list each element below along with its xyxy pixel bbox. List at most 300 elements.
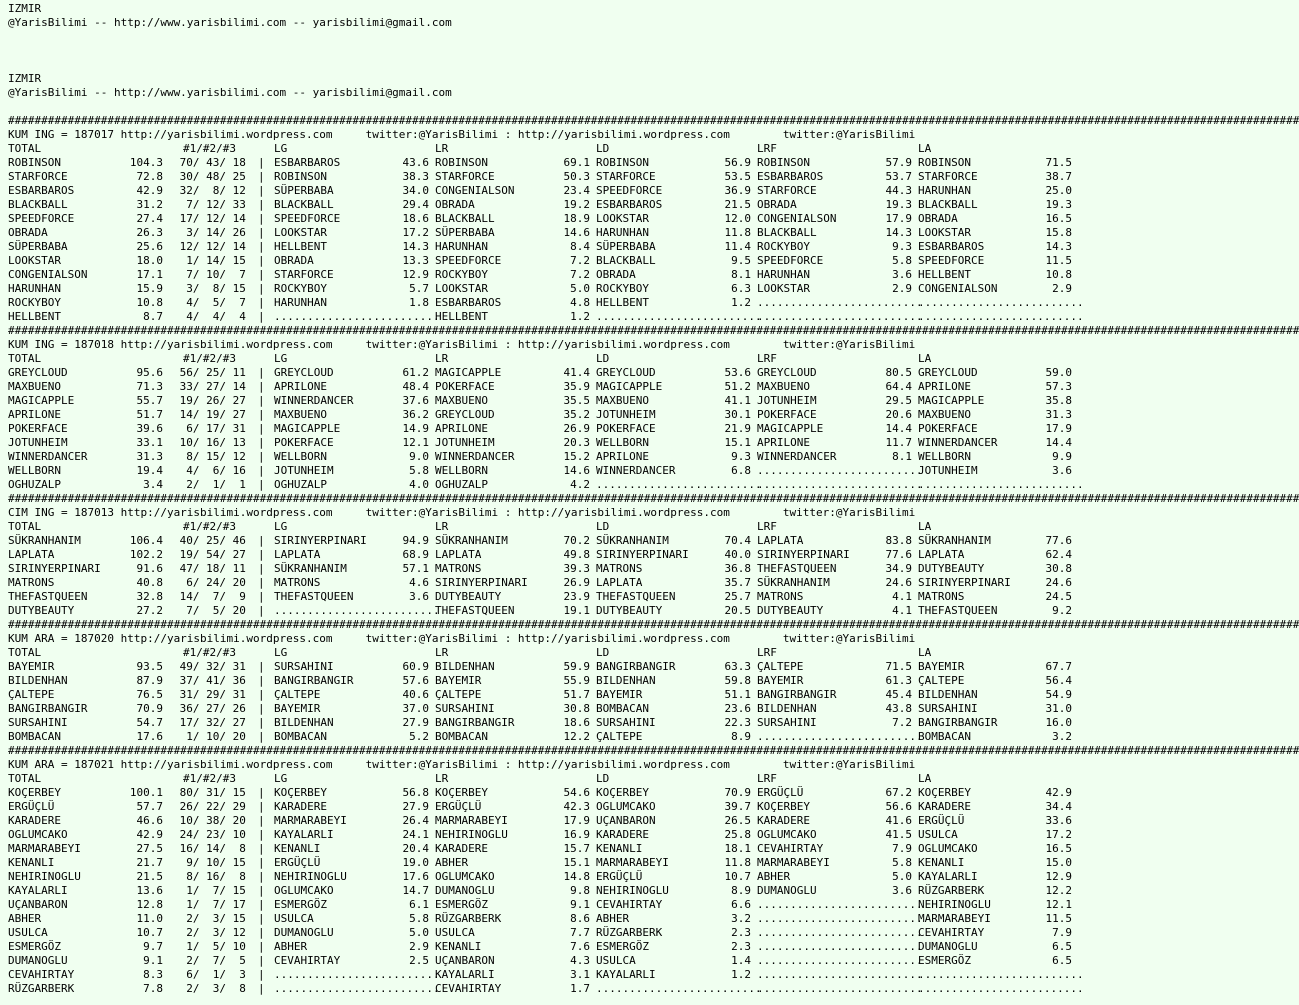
rating-value: 18.6 xyxy=(402,212,429,225)
rating-value: 27.9 xyxy=(402,716,429,729)
placement-counts: 1/ 7/ 17 xyxy=(173,898,246,911)
rating-value: 2.3 xyxy=(731,940,751,953)
rating-name: OGLUMCAKO xyxy=(918,842,978,855)
horse-name: ROCKYBOY xyxy=(8,296,61,309)
placement-counts: 10/ 16/ 13 xyxy=(173,436,246,449)
pipe-divider: | xyxy=(258,380,265,393)
rating-value: 61.3 xyxy=(885,674,912,687)
rating-value: 38.7 xyxy=(1045,170,1072,183)
rating-name: ......................... xyxy=(918,982,1084,995)
rating-name: LOOKSTAR xyxy=(435,282,488,295)
rating-value: 4.1 xyxy=(892,590,912,603)
rating-value: 57.6 xyxy=(402,674,429,687)
rating-value: 51.2 xyxy=(724,380,751,393)
rating-value: 8.6 xyxy=(570,912,590,925)
total-value: 19.4 xyxy=(136,464,163,477)
rating-name: BANGIRBANGIR xyxy=(596,660,676,673)
race-tables xyxy=(8,114,1299,996)
total-value: 31.2 xyxy=(136,198,163,211)
rating-value: 69.1 xyxy=(563,156,590,169)
table-row xyxy=(8,212,1080,226)
rating-name: DUTYBEAUTY xyxy=(596,604,663,617)
table-row xyxy=(8,450,1080,464)
total-value: 39.6 xyxy=(136,422,163,435)
rating-name: ÇALTEPE xyxy=(435,688,482,701)
rating-name: KENANLI xyxy=(435,940,482,953)
horse-name: ESBARBAROS xyxy=(8,184,75,197)
rating-name: ESBARBAROS xyxy=(757,170,824,183)
pipe-divider: | xyxy=(258,464,265,477)
pipe-divider: | xyxy=(258,254,265,267)
column-header: LR xyxy=(435,772,449,785)
pipe-divider: | xyxy=(258,702,265,715)
pipe-divider: | xyxy=(258,982,265,995)
rating-value: 7.2 xyxy=(892,716,912,729)
rating-name: MAGICAPPLE xyxy=(435,366,502,379)
rating-value: 4.0 xyxy=(409,478,429,491)
placement-counts: 4/ 6/ 16 xyxy=(173,464,246,477)
placement-counts: 16/ 14/ 8 xyxy=(173,842,246,855)
rating-name: ......................... xyxy=(918,296,1084,309)
placement-counts: 40/ 25/ 46 xyxy=(173,534,246,547)
total-value: 42.9 xyxy=(136,184,163,197)
placement-counts: 4/ 5/ 7 xyxy=(173,296,246,309)
rating-name: ESBARBAROS xyxy=(918,240,985,253)
rating-value: 57.9 xyxy=(885,156,912,169)
rating-value: 25.8 xyxy=(724,828,751,841)
rating-value: 34.4 xyxy=(1045,800,1072,813)
rating-value: 14.7 xyxy=(402,884,429,897)
pipe-divider: | xyxy=(258,912,265,925)
rating-name: CEVAHIRTAY xyxy=(918,926,985,939)
horse-name: JOTUNHEIM xyxy=(8,436,68,449)
rating-value: 5.0 xyxy=(409,926,429,939)
rating-name: ESMERGÖZ xyxy=(435,898,488,911)
rating-name: KAYALARLI xyxy=(596,968,656,981)
rating-value: 7.2 xyxy=(570,268,590,281)
table-row xyxy=(8,660,1080,674)
placement-counts: 56/ 25/ 11 xyxy=(173,366,246,379)
horse-name: BLACKBALL xyxy=(8,198,68,211)
rating-name: MARMARABEYI xyxy=(596,856,669,869)
rating-name: ABHER xyxy=(435,856,469,869)
column-header-row xyxy=(8,142,1080,156)
pipe-divider: | xyxy=(258,576,265,589)
rating-name: ......................... xyxy=(757,926,923,939)
total-value: 70.9 xyxy=(136,702,163,715)
rating-value: 35.8 xyxy=(1045,394,1072,407)
horse-name: MAXBUENO xyxy=(8,380,61,393)
rating-name: CEVAHIRTAY xyxy=(274,954,341,967)
rating-name: JOTUNHEIM xyxy=(596,408,656,421)
rating-value: 20.4 xyxy=(402,842,429,855)
rating-name: ......................... xyxy=(274,604,440,617)
column-header: #1/#2/#3 xyxy=(183,520,236,533)
rating-value: 24.5 xyxy=(1045,590,1072,603)
rating-name: ABHER xyxy=(596,912,630,925)
horse-name: KARADERE xyxy=(8,814,61,827)
horse-name: LOOKSTAR xyxy=(8,254,61,267)
horse-name: CEVAHIRTAY xyxy=(8,968,75,981)
rating-name: ......................... xyxy=(596,982,762,995)
total-value: 15.9 xyxy=(136,282,163,295)
rating-name: OGHUZALP xyxy=(435,478,488,491)
rating-value: 9.3 xyxy=(892,240,912,253)
rating-value: 9.9 xyxy=(1052,450,1072,463)
rating-value: 20.6 xyxy=(885,408,912,421)
pipe-divider: | xyxy=(258,730,265,743)
rating-name: KARADERE xyxy=(274,800,327,813)
rating-name: POKERFACE xyxy=(596,422,656,435)
total-value: 8.7 xyxy=(143,310,163,323)
rating-name: ERGÜÇLÜ xyxy=(274,856,321,869)
pipe-divider: | xyxy=(258,968,265,981)
placement-counts: 7/ 5/ 20 xyxy=(173,604,246,617)
pipe-divider: | xyxy=(258,534,265,547)
rating-name: BOMBACAN xyxy=(596,702,649,715)
rating-name: SURSAHINI xyxy=(435,702,495,715)
pipe-divider: | xyxy=(258,212,265,225)
rating-name: SIRINYERPINARI xyxy=(596,548,689,561)
horse-name: OGHUZALP xyxy=(8,478,61,491)
column-header: LRF xyxy=(757,520,777,533)
pipe-divider: | xyxy=(258,884,265,897)
column-header: LG xyxy=(274,352,288,365)
table-row xyxy=(8,408,1080,422)
rating-name: BOMBACAN xyxy=(918,730,971,743)
race-title: KUM ING = 187017 http://yarisbilimi.wordpress.com twitter:@YarisBilimi : http://yarisbilimi.wordpress.com twitter:@YarisBilimi xyxy=(8,128,916,141)
table-row xyxy=(8,674,1080,688)
rating-value: 41.5 xyxy=(885,828,912,841)
total-value: 51.7 xyxy=(136,408,163,421)
rating-name: HARUNHAN xyxy=(596,226,649,239)
rating-name: SÜKRANHANIM xyxy=(757,576,830,589)
rating-name: MAGICAPPLE xyxy=(274,422,341,435)
rating-name: ESMERGÖZ xyxy=(918,954,971,967)
rating-value: 59.9 xyxy=(563,660,590,673)
rating-value: 14.3 xyxy=(1045,240,1072,253)
rating-name: BLACKBALL xyxy=(435,212,495,225)
table-row xyxy=(8,576,1080,590)
rating-name: MAXBUENO xyxy=(757,380,810,393)
rating-value: 19.3 xyxy=(885,198,912,211)
rating-value: 15.1 xyxy=(563,856,590,869)
rating-value: 17.2 xyxy=(1045,828,1072,841)
rating-value: 42.9 xyxy=(1045,786,1072,799)
rating-name: DUTYBEAUTY xyxy=(918,562,985,575)
placement-counts: 33/ 27/ 14 xyxy=(173,380,246,393)
column-header: LR xyxy=(435,646,449,659)
rating-name: THEFASTQUEEN xyxy=(757,562,837,575)
rating-value: 70.2 xyxy=(563,534,590,547)
rating-value: 5.8 xyxy=(892,856,912,869)
rating-value: 29.5 xyxy=(885,394,912,407)
rating-value: 71.5 xyxy=(1045,156,1072,169)
placement-counts: 49/ 32/ 31 xyxy=(173,660,246,673)
horse-name: APRILONE xyxy=(8,408,61,421)
pipe-divider: | xyxy=(258,870,265,883)
rating-value: 11.5 xyxy=(1045,912,1072,925)
rating-name: DUMANOGLU xyxy=(274,926,334,939)
pipe-divider: | xyxy=(258,940,265,953)
horse-name: BANGIRBANGIR xyxy=(8,702,88,715)
total-value: 26.3 xyxy=(136,226,163,239)
placement-counts: 26/ 22/ 29 xyxy=(173,800,246,813)
rating-name: DUMANOGLU xyxy=(757,884,817,897)
rating-name: WINNERDANCER xyxy=(918,436,998,449)
rating-name: ......................... xyxy=(757,898,923,911)
rating-name: CEVAHIRTAY xyxy=(435,982,502,995)
total-value: 106.4 xyxy=(129,534,163,547)
rating-value: 14.4 xyxy=(1045,436,1072,449)
table-row xyxy=(8,156,1080,170)
rating-name: ......................... xyxy=(757,940,923,953)
table-row xyxy=(8,562,1080,576)
rating-value: 14.9 xyxy=(402,422,429,435)
rating-name: LOOKSTAR xyxy=(757,282,810,295)
rating-value: 2.3 xyxy=(731,926,751,939)
placement-counts: 14/ 19/ 27 xyxy=(173,408,246,421)
separator-line: ################################################################################################################################################################################################### xyxy=(8,324,1299,337)
rating-name: ......................... xyxy=(757,968,923,981)
rating-name: BAYEMIR xyxy=(274,702,321,715)
table-row xyxy=(8,968,1084,982)
table-row xyxy=(8,730,1080,744)
rating-name: GREYCLOUD xyxy=(274,366,334,379)
table-row xyxy=(8,604,1080,618)
table-row xyxy=(8,590,1080,604)
table-row xyxy=(8,548,1080,562)
horse-name: LAPLATA xyxy=(8,548,55,561)
rating-value: 29.4 xyxy=(402,198,429,211)
rating-value: 1.4 xyxy=(731,954,751,967)
table-row xyxy=(8,422,1080,436)
rating-value: 11.4 xyxy=(724,240,751,253)
rating-name: JOTUNHEIM xyxy=(274,464,334,477)
column-header: LG xyxy=(274,772,288,785)
rating-value: 15.8 xyxy=(1045,226,1072,239)
total-value: 55.7 xyxy=(136,394,163,407)
table-row xyxy=(8,786,1080,800)
separator-line: ################################################################################################################################################################################################### xyxy=(8,114,1299,127)
rating-name: LAPLATA xyxy=(596,576,643,589)
table-row xyxy=(8,198,1080,212)
rating-value: 43.8 xyxy=(885,702,912,715)
pipe-divider: | xyxy=(258,716,265,729)
rating-value: 70.4 xyxy=(724,534,751,547)
total-value: 25.6 xyxy=(136,240,163,253)
rating-value: 16.5 xyxy=(1045,842,1072,855)
table-row xyxy=(8,366,1080,380)
pipe-divider: | xyxy=(258,562,265,575)
rating-name: KAYALARLI xyxy=(918,870,978,883)
placement-counts: 37/ 41/ 36 xyxy=(173,674,246,687)
rating-value: 26.9 xyxy=(563,576,590,589)
rating-name: ......................... xyxy=(757,730,923,743)
placement-counts: 7/ 12/ 33 xyxy=(173,198,246,211)
rating-name: BLACKBALL xyxy=(918,198,978,211)
rating-name: HARUNHAN xyxy=(274,296,327,309)
rating-name: CEVAHIRTAY xyxy=(757,842,824,855)
total-value: 54.7 xyxy=(136,716,163,729)
pipe-divider: | xyxy=(258,660,265,673)
rating-name: WELLBORN xyxy=(596,436,649,449)
rating-name: MARMARABEYI xyxy=(918,912,991,925)
rating-value: 26.5 xyxy=(724,814,751,827)
rating-value: 5.8 xyxy=(892,254,912,267)
placement-counts: 3/ 8/ 15 xyxy=(173,282,246,295)
rating-name: BAYEMIR xyxy=(435,674,482,687)
header-contact: @YarisBilimi -- http://www.yarisbilimi.com -- yarisbilimi@gmail.com xyxy=(8,86,452,99)
placement-counts: 2/ 7/ 5 xyxy=(173,954,246,967)
table-row xyxy=(8,982,1084,996)
rating-name: BANGIRBANGIR xyxy=(918,716,998,729)
table-row xyxy=(8,702,1080,716)
rating-name: JOTUNHEIM xyxy=(757,394,817,407)
table-row xyxy=(8,954,1080,968)
rating-value: 17.9 xyxy=(563,814,590,827)
rating-value: 64.4 xyxy=(885,380,912,393)
rating-name: MATRONS xyxy=(757,590,804,603)
rating-name: MARMARABEYI xyxy=(757,856,830,869)
rating-name: SÜPERBABA xyxy=(274,184,334,197)
placement-counts: 7/ 10/ 7 xyxy=(173,268,246,281)
rating-value: 22.3 xyxy=(724,716,751,729)
total-value: 12.8 xyxy=(136,898,163,911)
rating-name: MAXBUENO xyxy=(596,394,649,407)
pipe-divider: | xyxy=(258,240,265,253)
rating-value: 11.7 xyxy=(885,436,912,449)
table-row xyxy=(8,464,1080,478)
horse-name: STARFORCE xyxy=(8,170,68,183)
rating-name: WELLBORN xyxy=(435,464,488,477)
rating-name: UÇANBARON xyxy=(596,814,656,827)
rating-name: SIRINYERPINARI xyxy=(435,576,528,589)
rating-name: WELLBORN xyxy=(274,450,327,463)
rating-name: KOÇERBEY xyxy=(435,786,488,799)
column-header-row xyxy=(8,352,1080,366)
rating-value: 3.2 xyxy=(1052,730,1072,743)
rating-name: POKERFACE xyxy=(757,408,817,421)
table-row xyxy=(8,226,1080,240)
rating-value: 5.2 xyxy=(409,730,429,743)
rating-value: 1.2 xyxy=(570,310,590,323)
rating-value: 51.1 xyxy=(724,688,751,701)
rating-name: ......................... xyxy=(757,478,923,491)
rating-name: ESMERGÖZ xyxy=(274,898,327,911)
rating-value: 53.6 xyxy=(724,366,751,379)
rating-value: 2.9 xyxy=(1052,282,1072,295)
rating-name: GREYCLOUD xyxy=(596,366,656,379)
rating-name: HELLBENT xyxy=(274,240,327,253)
rating-name: LOOKSTAR xyxy=(596,212,649,225)
pipe-divider: | xyxy=(258,674,265,687)
rating-value: 67.2 xyxy=(885,786,912,799)
rating-name: HELLBENT xyxy=(596,296,649,309)
horse-name: SÜPERBABA xyxy=(8,240,68,253)
pipe-divider: | xyxy=(258,856,265,869)
rating-value: 7.2 xyxy=(570,254,590,267)
rating-name: USULCA xyxy=(596,954,636,967)
rating-value: 12.2 xyxy=(1045,884,1072,897)
rating-name: THEFASTQUEEN xyxy=(596,590,676,603)
rating-value: 80.5 xyxy=(885,366,912,379)
rating-value: 36.2 xyxy=(402,408,429,421)
rating-value: 23.9 xyxy=(563,590,590,603)
column-header: LG xyxy=(274,646,288,659)
rating-value: 63.3 xyxy=(724,660,751,673)
total-value: 18.0 xyxy=(136,254,163,267)
rating-value: 7.7 xyxy=(570,926,590,939)
horse-name: USULCA xyxy=(8,926,48,939)
rating-value: 49.8 xyxy=(563,548,590,561)
total-value: 93.5 xyxy=(136,660,163,673)
placement-counts: 3/ 14/ 26 xyxy=(173,226,246,239)
separator-line: ################################################################################################################################################################################################### xyxy=(8,744,1299,757)
rating-value: 12.1 xyxy=(402,436,429,449)
total-value: 11.0 xyxy=(136,912,163,925)
rating-name: SÜKRANHANIM xyxy=(435,534,508,547)
rating-value: 41.6 xyxy=(885,814,912,827)
rating-value: 21.5 xyxy=(724,198,751,211)
rating-name: SÜPERBABA xyxy=(596,240,656,253)
rating-value: 70.9 xyxy=(724,786,751,799)
rating-name: SÜKRANHANIM xyxy=(596,534,669,547)
horse-name: DUTYBEAUTY xyxy=(8,604,75,617)
rating-value: 4.1 xyxy=(892,604,912,617)
rating-value: 38.3 xyxy=(402,170,429,183)
rating-name: ABHER xyxy=(274,940,308,953)
rating-value: 37.6 xyxy=(402,394,429,407)
rating-value: 30.8 xyxy=(563,702,590,715)
rating-value: 7.9 xyxy=(892,842,912,855)
column-header: LD xyxy=(596,772,610,785)
total-value: 87.9 xyxy=(136,674,163,687)
column-header: TOTAL xyxy=(8,142,42,155)
pipe-divider: | xyxy=(258,408,265,421)
rating-name: RÜZGARBERK xyxy=(918,884,985,897)
rating-name: NEHIRINOGLU xyxy=(274,870,347,883)
table-row xyxy=(8,898,1080,912)
rating-value: 5.0 xyxy=(892,870,912,883)
rating-name: KOÇERBEY xyxy=(274,786,327,799)
placement-counts: 14/ 7/ 9 xyxy=(173,590,246,603)
rating-name: WINNERDANCER xyxy=(274,394,354,407)
rating-value: 42.3 xyxy=(563,800,590,813)
rating-name: MAGICAPPLE xyxy=(918,394,985,407)
horse-name: POKERFACE xyxy=(8,422,68,435)
placement-counts: 8/ 16/ 8 xyxy=(173,870,246,883)
pipe-divider: | xyxy=(258,800,265,813)
rating-value: 16.0 xyxy=(1045,716,1072,729)
placement-counts: 6/ 1/ 3 xyxy=(173,968,246,981)
placement-counts: 6/ 24/ 20 xyxy=(173,576,246,589)
rating-name: ......................... xyxy=(757,310,923,323)
rating-name: OGHUZALP xyxy=(274,478,327,491)
column-header: LD xyxy=(596,520,610,533)
table-row xyxy=(8,870,1080,884)
rating-value: 40.0 xyxy=(724,548,751,561)
rating-name: HARUNHAN xyxy=(435,240,488,253)
table-row xyxy=(8,884,1080,898)
placement-counts: 36/ 27/ 26 xyxy=(173,702,246,715)
rating-name: ......................... xyxy=(274,982,440,995)
rating-value: 33.6 xyxy=(1045,814,1072,827)
pipe-divider: | xyxy=(258,828,265,841)
rating-name: ROBINSON xyxy=(435,156,488,169)
rating-name: BANGIRBANGIR xyxy=(274,674,354,687)
rating-value: 17.9 xyxy=(885,212,912,225)
